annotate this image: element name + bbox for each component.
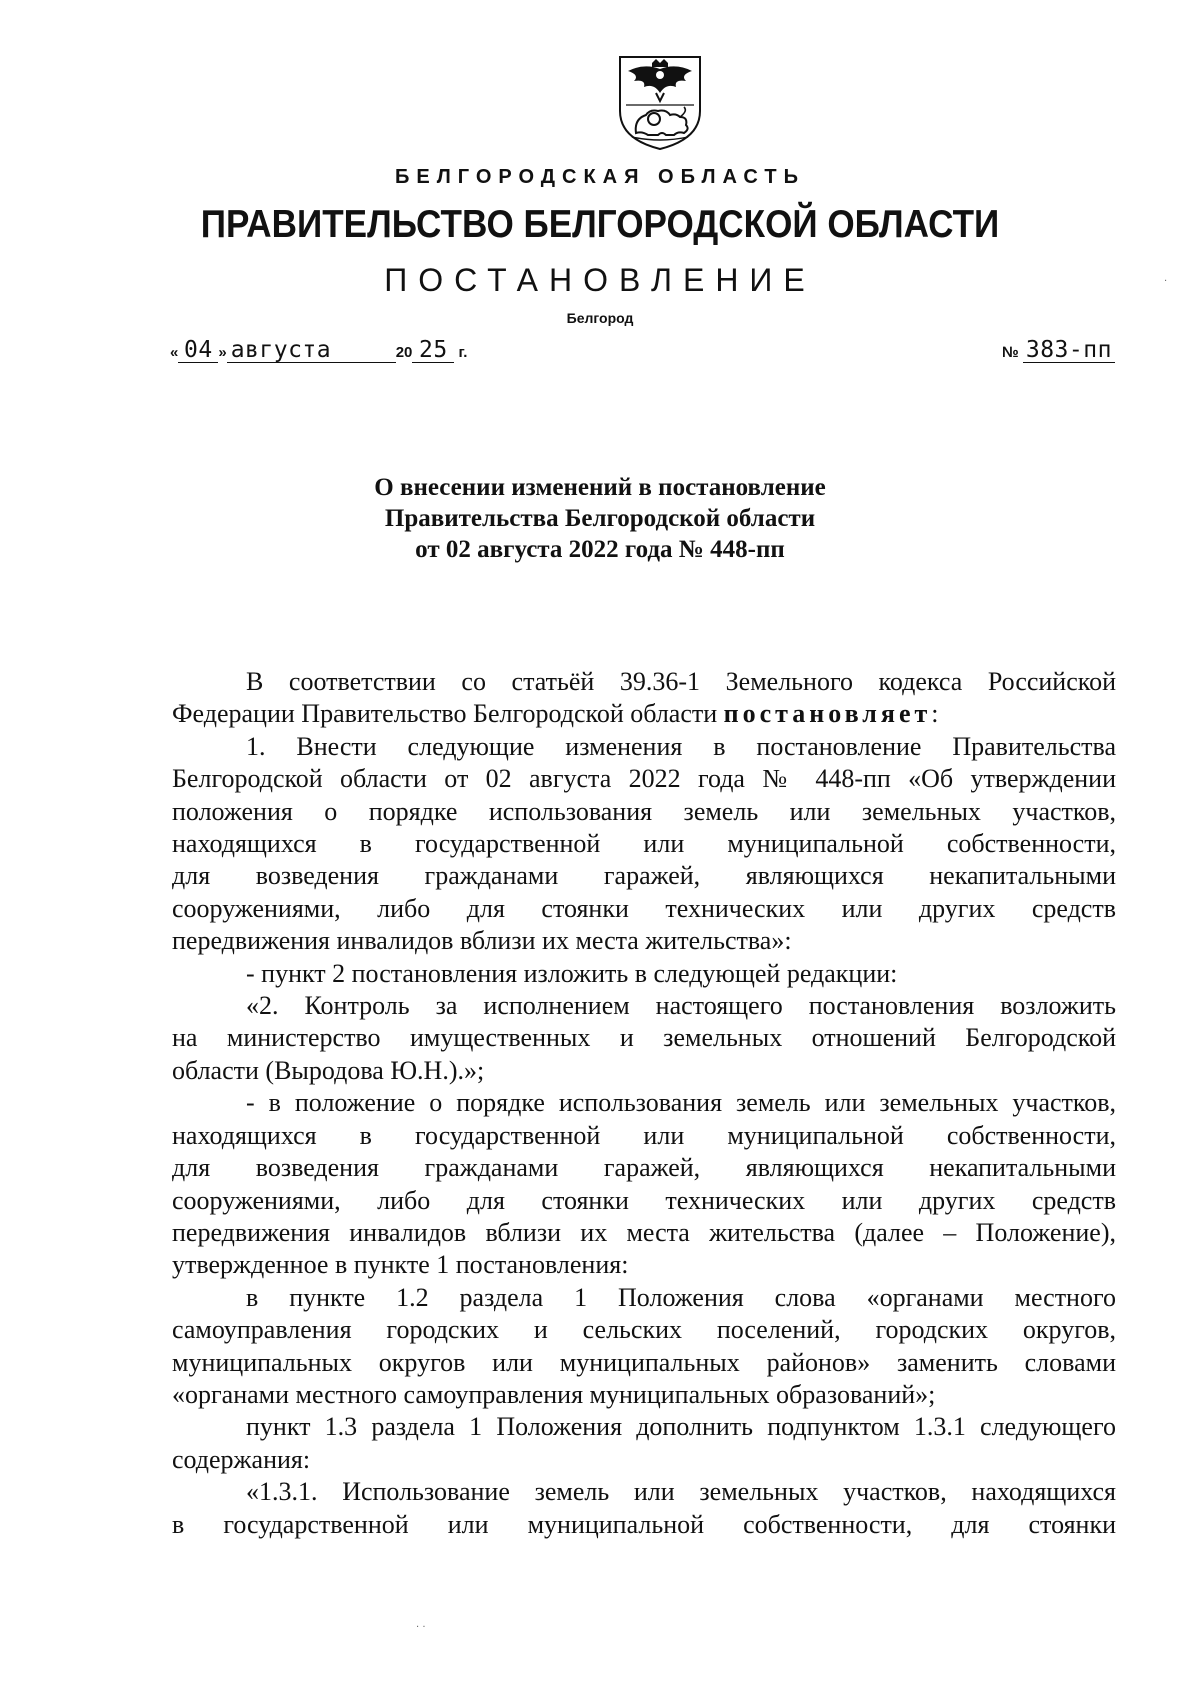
- body-line: «органами местного самоуправления муниципальных образований»;: [172, 1379, 936, 1409]
- body-line: пункт 1.3 раздела 1 Положения дополнить подпунктом 1.3.1 следующего: [246, 1412, 1116, 1442]
- body-text: :: [931, 699, 939, 729]
- body-line: самоуправления городских и сельских поселений, городских округов,: [172, 1315, 1116, 1345]
- body-line: сооружениями, либо для стоянки технических или других средств: [172, 1185, 1116, 1215]
- government-name: ПРАВИТЕЛЬСТВО БЕЛГОРОДСКОЙ ОБЛАСТИ: [200, 203, 1000, 246]
- body-line: «2. Контроль за исполнением настоящего постановления возложить: [246, 991, 1116, 1021]
- coat-of-arms-icon: [614, 53, 706, 153]
- number-value: 383-пп: [1023, 338, 1115, 363]
- body-text-emphasis: постановляет: [723, 699, 932, 729]
- body-line: на министерство имущественных и земельных отношений Белгородской: [172, 1023, 1116, 1053]
- body-line: муниципальных округов или муниципальных районов» заменить словами: [172, 1347, 1116, 1377]
- body-line: для возведения гражданами гаражей, являющихся некапитальными: [172, 861, 1116, 891]
- body-line: - в положение о порядке использования земель или земельных участков,: [246, 1088, 1116, 1118]
- date-year-prefix: 20: [395, 344, 413, 361]
- body-line: утвержденное в пункте 1 постановления:: [172, 1250, 629, 1280]
- body-line: Белгородской области от 02 августа 2022 года № 448-пп «Об утверждении: [172, 764, 1116, 794]
- body-line: находящихся в государственной или муниципальной собственности,: [172, 1120, 1116, 1150]
- body-line: в пункте 1.2 раздела 1 Положения слова «органами местного: [246, 1282, 1116, 1312]
- body-line: содержания:: [172, 1444, 311, 1474]
- date-month: августа: [227, 338, 396, 363]
- body-line: сооружениями, либо для стоянки технических или других средств: [172, 893, 1116, 923]
- body-text: Федерации Правительство Белгородской области: [172, 699, 724, 729]
- title-line: О внесении изменений в постановление: [374, 474, 826, 501]
- date-year-unit: г.: [458, 344, 468, 361]
- date-close-quote: »: [218, 344, 227, 361]
- body-line: находящихся в государственной или муниципальной собственности,: [172, 829, 1116, 859]
- date-year: 25: [412, 338, 454, 363]
- city-name: Белгород: [566, 310, 634, 326]
- body-line: в государственной или муниципальной собственности, для стоянки: [172, 1509, 1116, 1539]
- date-day: 04: [178, 338, 218, 363]
- body-line: В соответствии со статьёй 39.36-1 Земельного кодекса Российской: [246, 667, 1116, 696]
- body-line: «1.3.1. Использование земель или земельных участков, находящихся: [246, 1477, 1116, 1507]
- body-line: для возведения гражданами гаражей, являющихся некапитальными: [172, 1153, 1116, 1183]
- document-body: [172, 666, 1116, 1541]
- body-line: 1. Внести следующие изменения в постановление Правительства: [246, 731, 1116, 761]
- body-line: положения о порядке использования земель или земельных участков,: [172, 796, 1116, 826]
- body-line: передвижения инвалидов вблизи их места жительства»:: [172, 926, 792, 956]
- document-title: [0, 472, 1200, 565]
- document-number: [1002, 338, 1115, 368]
- title-line: Правительства Белгородской области: [384, 505, 816, 532]
- body-line: области (Выродова Ю.Н.).»;: [172, 1055, 485, 1085]
- body-line: [172, 698, 1116, 730]
- body-line: передвижения инвалидов вблизи их места жительства (далее – Положение),: [172, 1217, 1116, 1247]
- scan-speck: ·: [1164, 276, 1168, 287]
- region-name: БЕЛГОРОДСКАЯ ОБЛАСТЬ: [395, 166, 805, 188]
- number-sign: №: [1002, 344, 1019, 361]
- body-line: - пункт 2 постановления изложить в следующей редакции:: [246, 958, 898, 988]
- scan-speck: · ·: [416, 1622, 426, 1633]
- document-type: ПОСТАНОВЛЕНИЕ: [384, 262, 816, 298]
- document-date: [170, 338, 467, 368]
- title-line: от 02 августа 2022 года № 448-пп: [415, 536, 785, 563]
- date-open-quote: «: [170, 344, 179, 361]
